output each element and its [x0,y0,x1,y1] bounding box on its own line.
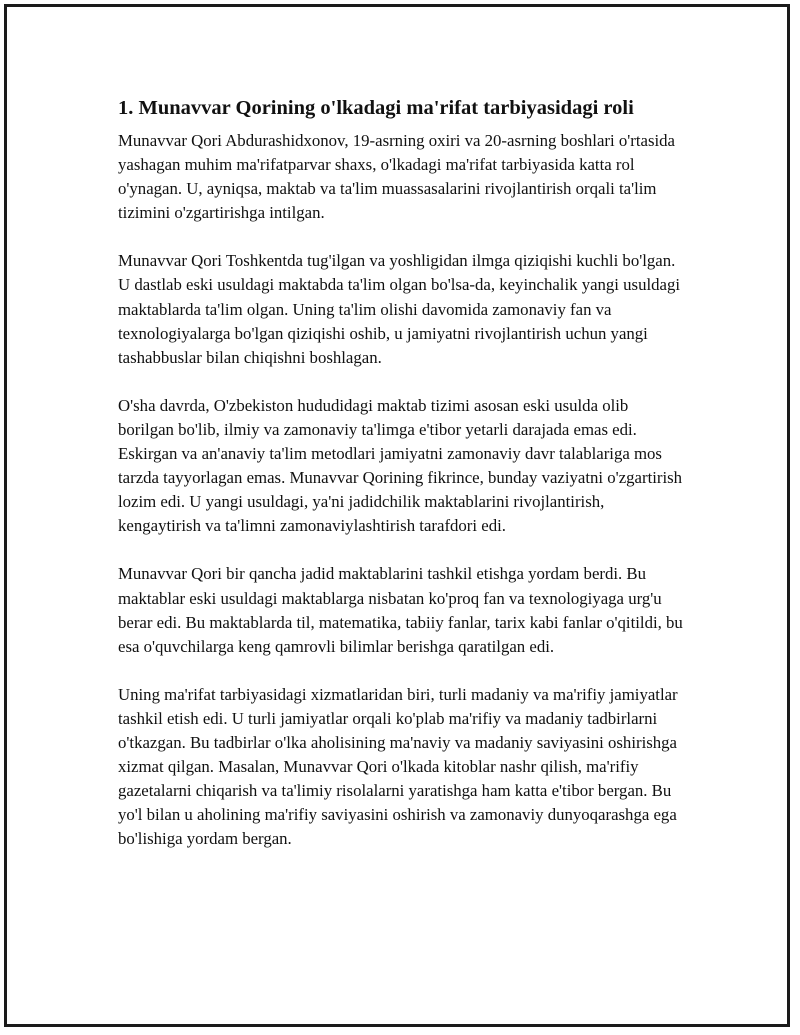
paragraph-3: O'sha davrda, O'zbekiston hududidagi maktab tizimi asosan eski usulda olib borilgan bo'lib, ilmiy va zamonaviy ta'limga e'tibor yetarli darajada emas edi. Eskirgan va an'anaviy ta'lim metodlari jamiyatni zamonaviy davr talablariga mos tarzda tayyorlagan emas. Munavvar Qorining fikrince, bunday vaziyatni o'zgartirish lozim edi. U yangi usuldagi, ya'ni jadidchilik maktablarini rivojlantirish, kengaytirish va ta'limni zamonaviylashtirish tarafdori edi. [118,395,683,536]
paragraph-5: Uning ma'rifat tarbiyasidagi xizmatlaridan biri, turli madaniy va ma'rifiy jamiyatlar tashkil etish edi. U turli jamiyatlar orqali ko'plab ma'rifiy va madaniy tadbirlarni o'tkazgan. Bu tadbirlar o'lka aholisining ma'naviy va madaniy saviyasini oshirishga xizmat qilgan. Masalan, Munavvar Qori o'lkada kitoblar nashr qilish, ma'rifiy gazetalarni chiqarish va ta'limiy risolalarni yaratishga ham katta e'tibor bergan. Bu yo'l bilan u aholining ma'rifiy saviyasini oshirish va zamonaviy dunyoqarashga ega bo'lishiga yordam bergan. [118,684,678,849]
document-body [118,95,688,875]
paragraph-4: Munavvar Qori bir qancha jadid maktablarini tashkil etishga yordam berdi. Bu maktablar eski usuldagi maktablarga nisbatan ko'proq fan va texnologiyaga urg'u berar edi. Bu maktablarda til, matematika, tabiiy fanlar, tarix kabi fanlar o'qitildi, bu esa o'quvchilarga keng qamrovli bilimlar berishga qaratilgan edi. [118,564,683,656]
paragraph-1: Munavvar Qori Abdurashidxonov, 19-asrning oxiri va 20-asrning boshlari o'rtasida yashagan muhim ma'rifatparvar shaxs, o'lkadagi ma'rifat tarbiyasida katta rol o'ynagan. U, ayniqsa, maktab va ta'lim muassasalarini rivojlantirish orqali ta'lim tizimini o'zgartirishga intilgan. [118,131,676,223]
document-heading: 1. Munavvar Qorining o'lkadagi ma'rifat tarbiyasidagi roli [118,97,634,119]
paragraph-2: Munavvar Qori Toshkentda tug'ilgan va yoshligidan ilmga qiziqishi kuchli bo'lgan. U dastlab eski usuldagi maktabda ta'lim olgan bo'lsa-da, keyinchalik yangi usuldagi maktablarda ta'lim olgan. Uning ta'lim olishi davomida zamonaviy fan va texnologiyalarga bo'lgan qiziqishi oshib, u jamiyatni rivojlantirish uchun yangi tashabbuslar bilan chiqishni boshlagan. [118,251,681,367]
